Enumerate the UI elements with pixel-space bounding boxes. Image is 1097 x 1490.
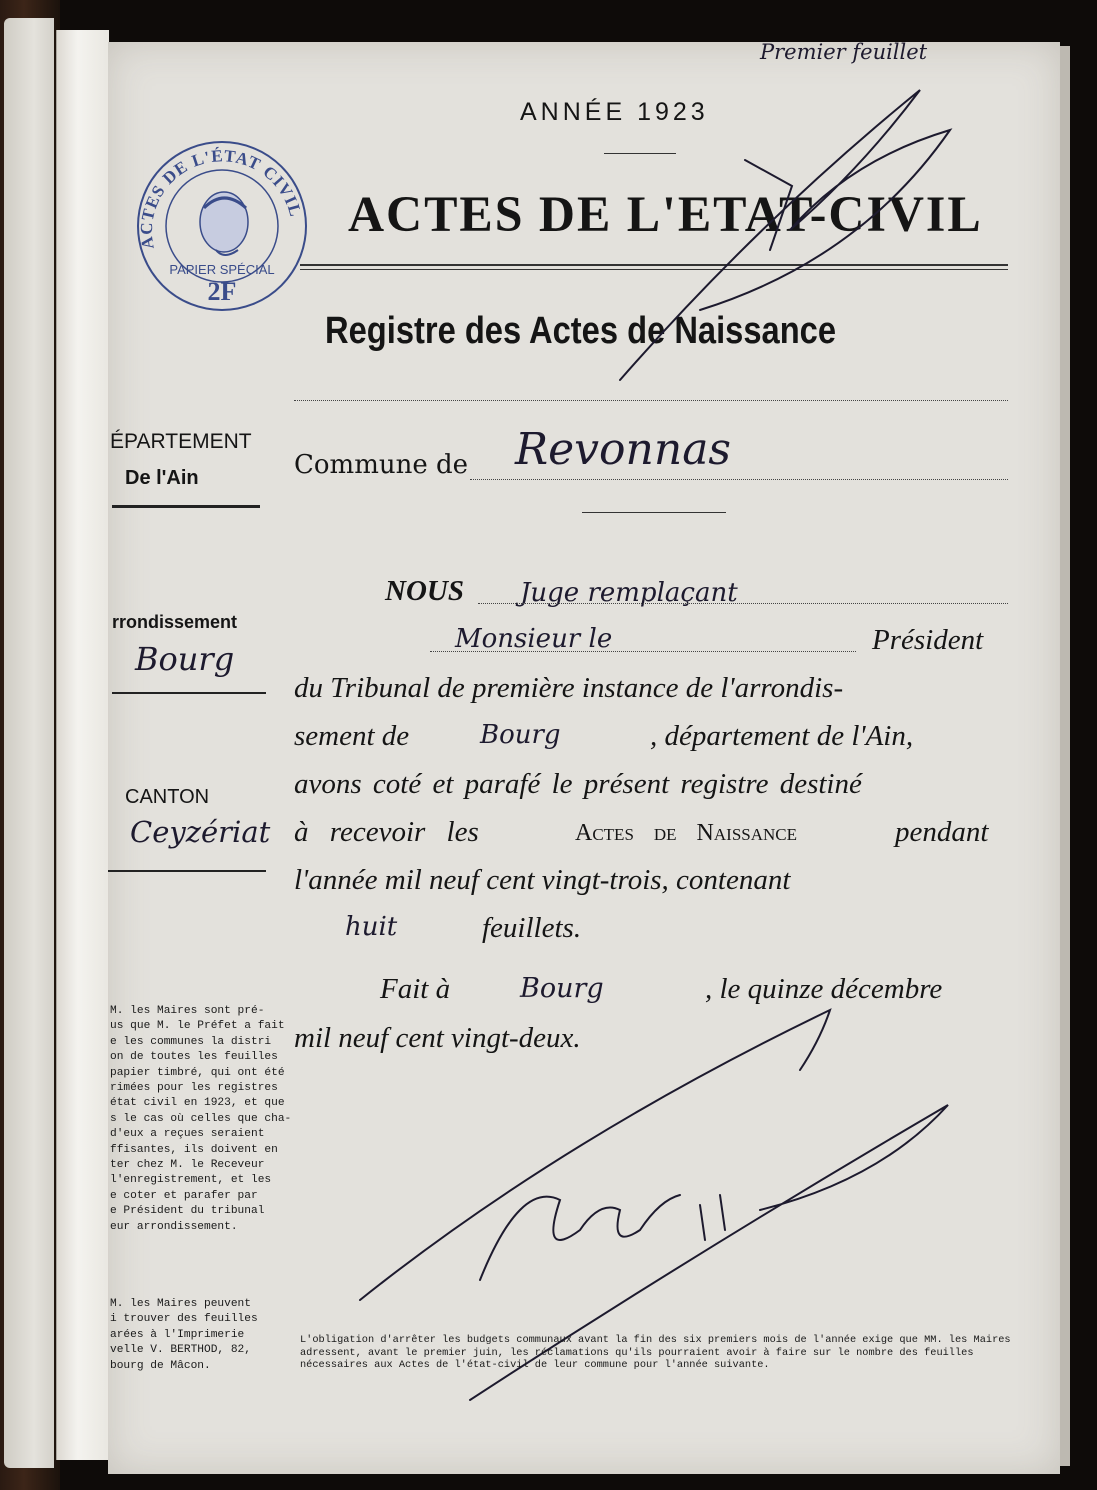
feuillets-word: feuillets. — [482, 912, 582, 944]
arrondissement-label: rrondissement — [112, 612, 238, 632]
canton-label: CANTON — [125, 786, 210, 808]
year-heading: ANNÉE 1923 — [520, 98, 709, 126]
corner-note: Premier feuillet — [760, 40, 928, 64]
commune-label: Commune de — [294, 450, 469, 480]
paraphe-mark — [745, 160, 792, 250]
stamp-label: PAPIER SPÉCIAL — [169, 262, 275, 277]
departement-value: De l'Ain — [125, 467, 199, 489]
departement-ain: , département de l'Ain, — [650, 720, 914, 752]
stamp-value: 2F — [207, 277, 237, 306]
maires-notice: M. les Maires sont pré- us que M. le Préfet a fait e les communes la distri on de toutes les feuilles papier timbré, qui ont été rimées pour les registres état civil en 1923, et que s le cas où celles que cha- d'eux a reçues seraient ffisantes, ils doivent en ter chez M. le Receveur l'enregistrement, et les e coter et parafer par e Président du tribunal eur arrondissement. — [110, 1005, 292, 1233]
monsieur-value: Monsieur le — [455, 624, 613, 654]
line-cote: avons coté et parafé le présent registre destiné — [294, 768, 862, 800]
signature-long-stroke — [360, 1010, 830, 1300]
actes-naissance-caps: Actes de Naissance — [575, 820, 798, 846]
signature-loops — [480, 1195, 725, 1280]
sement-de: sement de — [294, 720, 410, 752]
line-tribunal: du Tribunal de première instance de l'arrondis- — [294, 672, 844, 704]
feuillets-value: huit — [345, 912, 398, 942]
imprimerie-notice: M. les Maires peuvent i trouver des feuilles arées à l'Imprimerie velle V. BERTHOD, 82, bourg de Mâcon. — [110, 1298, 258, 1372]
footnote: L'obligation d'arrêter les budgets communaux avant la fin des six premiers mois de l'année exige que MM. les Maires adressent, avant le premier juin, les réclamations qu'ils pourraient avoir à faire sur le nombre des feuilles nécessaires aux Actes de l'état-civil de leur commune pour l'année suivante. — [300, 1334, 1011, 1372]
stamp-ring-text: ACTES DE L'ÉTAT CIVIL — [136, 146, 306, 251]
line-annee: l'année mil neuf cent vingt-trois, contenant — [294, 864, 791, 896]
sement-value: Bourg — [480, 720, 561, 750]
nous-value: Juge remplaçant — [520, 578, 738, 608]
president-word: Président — [872, 624, 984, 656]
le-quinze: , le quinze décembre — [705, 973, 943, 1005]
departement-label: ÉPARTEMENT — [110, 430, 252, 453]
page-title: ACTES DE L'ETAT-CIVIL — [348, 187, 983, 243]
canton-value: Ceyzériat — [130, 815, 271, 849]
register-subtitle: Registre des Actes de Naissance — [325, 310, 837, 352]
arrondissement-value: Bourg — [135, 640, 235, 678]
fait-a: Fait à — [380, 973, 451, 1005]
line-mil: mil neuf cent vingt-deux. — [294, 1022, 581, 1054]
paraphe-stroke — [620, 90, 950, 380]
fait-value: Bourg — [520, 973, 604, 1004]
nous-label: NOUS — [385, 575, 464, 607]
commune-value: Revonnas — [515, 424, 732, 475]
pendant-word: pendant — [895, 816, 989, 848]
a-recevoir: à recevoir les — [294, 816, 479, 848]
